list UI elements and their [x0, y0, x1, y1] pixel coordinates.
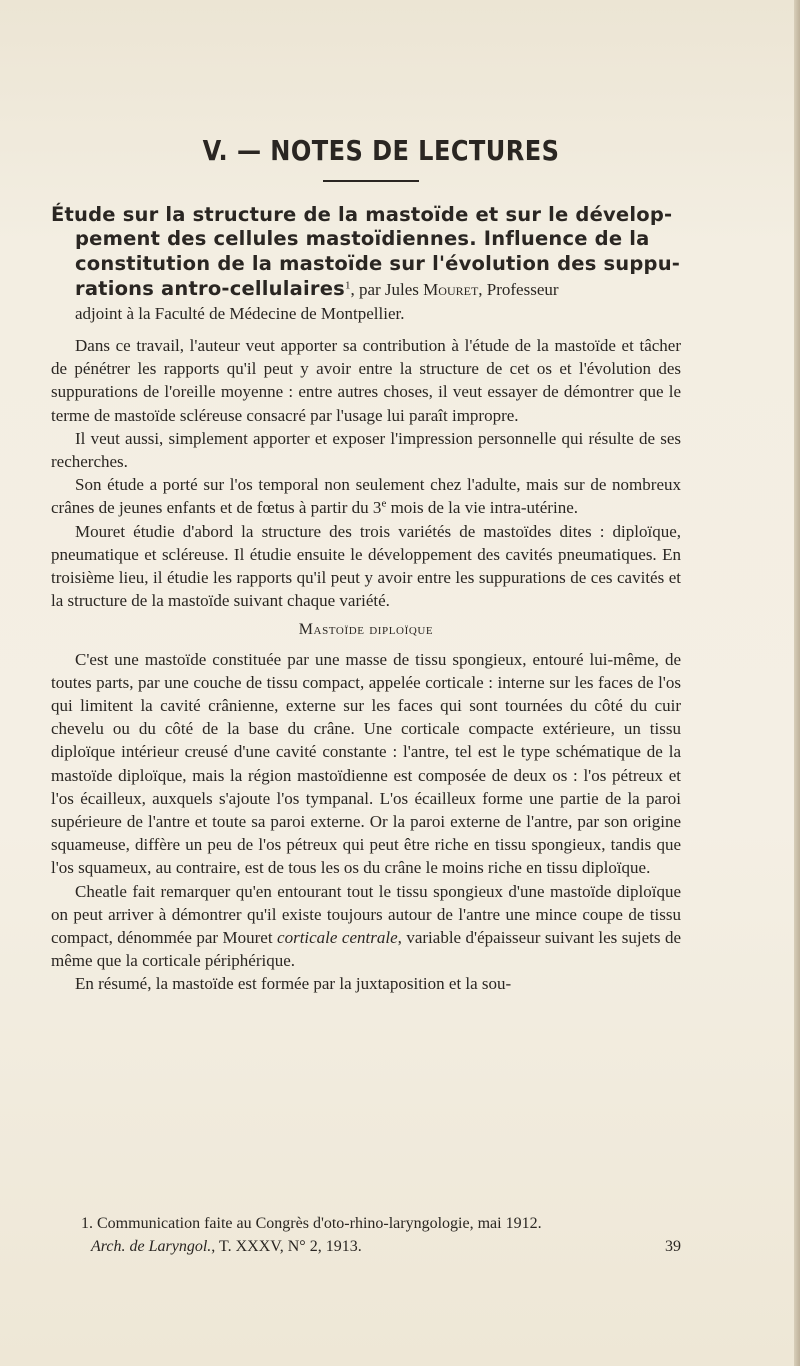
paragraph-3: Son étude a porté sur l'os temporal non seulement chez l'adulte, mais sur de nombreux crânes de jeunes enfants et de fœtus à partir du 3e mois de la vie intra-utérine. [51, 475, 681, 518]
subheading: Mastoïde diploïque [298, 621, 434, 639]
byline-affiliation: adjoint à la Faculté de Médecine de Montpellier. [75, 304, 405, 323]
article-body [51, 334, 681, 996]
heading-line-2: pement des cellules mastoïdiennes. Influence de la [75, 227, 650, 250]
paragraph-7: En résumé, la mastoïde est formée par la juxtaposition et la sou- [75, 974, 512, 994]
emphasis-term: corticale centrale [277, 928, 398, 948]
page-number: 39 [665, 1238, 681, 1255]
paragraph-4: Mouret étudie d'abord la structure des trois variétés de mastoïdes dites : diploïque, pneumatique et scléreuse. Il étudie ensuite le développement des cavités pneumatiques. En troisième lieu, il étudie les rapports qu'il peut y avoir entre les suppurations de ces cavités et la structure de la mastoïde suivant chaque variété. [51, 521, 681, 611]
heading-line-1: Étude sur la structure de la mastoïde et sur le dévelop- [51, 203, 673, 226]
footnote-line-1: 1. Communication faite au Congrès d'oto-rhino-laryngologie, mai 1912. [81, 1215, 542, 1232]
title-rule [323, 180, 419, 182]
paragraph-5: C'est une mastoïde constituée par une masse de tissu spongieux, entouré lui-même, de toutes parts, par une couche de tissu compact, appelée corticale : interne sur les faces de l'os qui limitent la cavité crânienne, externe sur les faces qui sont tournées du côté du cuir chevelu ou du côté de la base du crâne. Une corticale compacte extérieure, un tissu diploïque intérieur creusé d'une cavité constante : l'antre, tel est le type schématique de la mastoïde diploïque, mais la région mastoïdienne est composée de deux os : l'os pétreux et l'os écailleux, auxquels s'ajoute l'os tympanal. L'os écailleux forme une partie de la paroi supérieure de l'antre et toute sa paroi externe. Or la paroi externe de l'antre, par son origine squameuse, diffère un peu de l'os pétreux qui peut être riche en tissu spongieux, tandis que l'os squameux, au contraire, est de tous les os du crâne le moins riche en tissu diploïque. [51, 649, 681, 878]
article-heading [51, 203, 681, 326]
footnote-line-2: Arch. de Laryngol., T. XXXV, N° 2, 1913. 39 [51, 1235, 681, 1258]
author-name: Mouret [423, 280, 479, 299]
footnote [51, 1212, 681, 1258]
paragraph-2: Il veut aussi, simplement apporter et exposer l'impression personnelle qui résulte de ses recherches. [51, 428, 681, 472]
footnote-marker: 1 [344, 279, 351, 292]
paragraph-6: Cheatle fait remarquer qu'en entourant tout le tissu spongieux d'une mastoïde diploïque on peut arriver à démontrer qu'il existe toujours autour de l'antre une mince coupe de tissu compact, dénommée par Mouret corticale centrale, variable d'épaisseur suivant les sujets de même que la corticale périphérique. [51, 881, 681, 971]
footnote-number: 1. [81, 1215, 93, 1232]
journal-title: Arch. de Laryngol. [91, 1238, 212, 1255]
heading-line-3: constitution de la mastoïde sur l'évolution des suppu- [75, 252, 681, 275]
page-edge [794, 0, 800, 1366]
section-title: V. — NOTES DE LECTURES [202, 134, 560, 167]
paragraph-1: Dans ce travail, l'auteur veut apporter sa contribution à l'étude de la mastoïde et tâcher de pénétrer les rapports qu'il peut y avoir entre la structure de cet os et l'évolution des suppurations de l'oreille moyenne : entre autres choses, il veut essayer de démontrer que le terme de mastoïde scléreuse consacré par l'usage lui paraît impropre. [51, 336, 681, 425]
heading-line-4: rations antro-cellulaires$^1$, par Jules Mouret, Professeur [75, 277, 559, 300]
